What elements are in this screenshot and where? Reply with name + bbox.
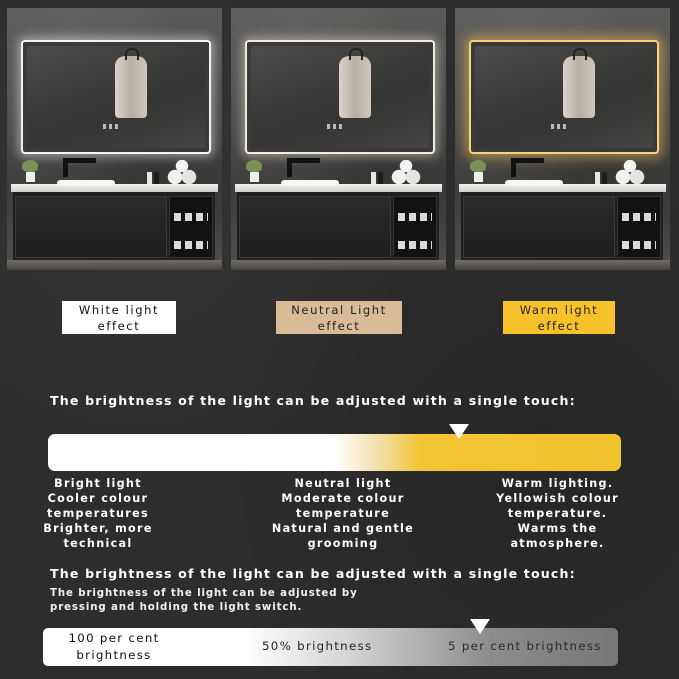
soap-bottles: [595, 168, 609, 184]
neutral-light-label: Neutral Light effect: [276, 301, 402, 334]
countertop: [235, 184, 442, 192]
countertop: [459, 184, 666, 192]
rolled-towels: [615, 160, 645, 184]
floor-glow: [231, 260, 446, 270]
bathroom-scene-neutral: [231, 8, 446, 270]
temperature-heading: The brightness of the light can be adjusted with a single touch:: [50, 393, 576, 408]
faucet: [511, 158, 544, 177]
soap-bottles: [147, 168, 161, 184]
touch-switch-icon: [103, 124, 119, 129]
basin: [505, 180, 563, 186]
full-brightness-label: 100 per cent brightness: [68, 631, 160, 662]
floor-glow: [455, 260, 670, 270]
floor-glow: [7, 260, 222, 270]
warm-light-label: Warm light effect: [503, 301, 615, 334]
brightness-pointer-icon: [470, 619, 490, 634]
soap-bottles: [371, 168, 385, 184]
plant-pot: [24, 160, 36, 182]
faucet: [287, 158, 320, 177]
basin: [57, 180, 115, 186]
bathrobe: [339, 56, 371, 118]
rolled-towels: [391, 160, 421, 184]
half-brightness-label: 50% brightness: [262, 639, 373, 653]
vanity-cabinet: [237, 192, 439, 260]
low-brightness-label: 5 per cent brightness: [448, 639, 602, 653]
plant-pot: [472, 160, 484, 182]
cool-light-description: Bright light Cooler colour temperatures Brighter, more technical: [43, 477, 153, 550]
temperature-pointer-icon: [449, 424, 469, 439]
cabinet-drawer: [239, 196, 391, 258]
bathrobe: [563, 56, 595, 118]
color-temperature-bar: [48, 434, 621, 471]
cabinet-drawer: [15, 196, 167, 258]
countertop: [11, 184, 218, 192]
neutral-light-description: Neutral light Moderate colour temperature Natural and gentle grooming: [271, 477, 415, 550]
white-light-label: White light effect: [62, 301, 176, 334]
brightness-instructions: The brightness of the light can be adjusted by pressing and holding the light switch.: [50, 588, 358, 613]
plant-pot: [248, 160, 260, 182]
bathrobe: [115, 56, 147, 118]
open-shelf: [169, 196, 213, 258]
open-shelf: [617, 196, 661, 258]
touch-switch-icon: [551, 124, 567, 129]
cabinet-drawer: [463, 196, 615, 258]
brightness-heading: The brightness of the light can be adjusted with a single touch:: [50, 566, 576, 581]
touch-switch-icon: [327, 124, 343, 129]
bathroom-scene-white: [7, 8, 222, 270]
open-shelf: [393, 196, 437, 258]
vanity-cabinet: [13, 192, 215, 260]
vanity-cabinet: [461, 192, 663, 260]
rolled-towels: [167, 160, 197, 184]
basin: [281, 180, 339, 186]
faucet: [63, 158, 96, 177]
warm-light-description: Warm lighting. Yellowish colour temperature. Warms the atmosphere.: [496, 477, 619, 550]
bathroom-scene-warm: [455, 8, 670, 270]
